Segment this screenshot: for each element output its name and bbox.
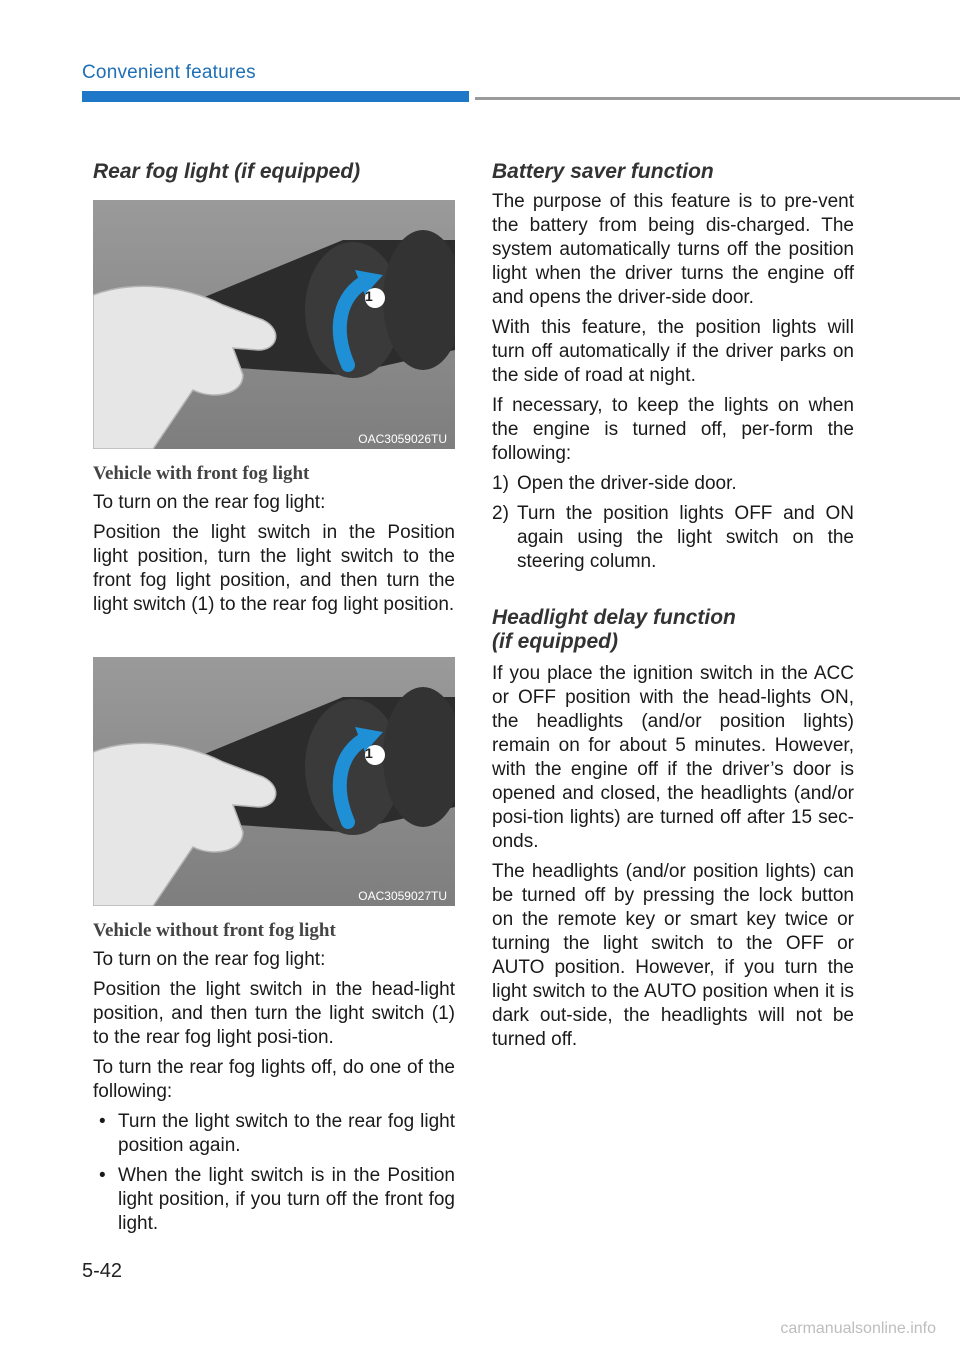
section-header: Convenient features	[82, 62, 256, 83]
paragraph: To turn on the rear fog light:	[93, 492, 326, 513]
paragraph: To turn the rear fog lights off, do one of the following:	[93, 1057, 455, 1102]
bullet-list	[93, 1110, 455, 1236]
paragraph: Position the light switch in the Position light position, turn the light switch to the front fog light position, and then turn the light switch (1) to the rear fog light position.	[93, 522, 455, 615]
paragraph: The headlights (and/or position lights) can be turned off by pressing the lock button on the remote key or smart key twice or turning the light switch to the OFF or AUTO position. However, if you turn the light switch to the AUTO position when it is dark out-side, the headlights will not be turned off.	[492, 861, 854, 1050]
stalk-illustration-2	[93, 657, 455, 906]
right-column	[492, 160, 854, 1052]
figure-stalk-front-fog	[93, 200, 455, 449]
paragraph: If you place the ignition switch in the ACC or OFF position with the head-lights ON, the headlights (and/or position lights) remain on for about 5 minutes. However, with the engine off if the driver’s door is opened and closed, the headlights (and/or posi-tion lights) are turned off after 15 sec-onds.	[492, 663, 854, 852]
header-accent-bar	[82, 91, 469, 102]
subheading-with-front-fog: Vehicle with front fog light	[93, 463, 310, 484]
list-item: • When the light switch is in the Position light position, if you turn off the front fog light.	[99, 1165, 455, 1234]
paragraph: With this feature, the position lights will turn off automatically if the driver parks on the side of road at night.	[492, 317, 854, 386]
paragraph: If necessary, to keep the lights on when the engine is turned off, per-form the following:	[492, 395, 854, 464]
paragraph: Position the light switch in the head-light position, and then turn the light switch (1) to the rear fog light posi-tion.	[93, 979, 455, 1048]
callout-number: 1	[365, 288, 373, 304]
stalk-illustration-1	[93, 200, 455, 449]
page-number: 5-42	[82, 1260, 123, 1282]
figure-stalk-no-front-fog	[93, 657, 455, 906]
figure-code: OAC3059027TU	[358, 889, 447, 903]
header-rule	[475, 97, 960, 100]
left-column	[93, 160, 455, 1236]
headlight-delay-title: Headlight delay function (if equipped)	[492, 606, 736, 653]
step-list	[492, 472, 854, 574]
paragraph: To turn on the rear fog light:	[93, 949, 326, 970]
paragraph: The purpose of this feature is to pre-vent the battery from being dis-charged. The system automatically turns off the position light when the driver turns the engine off and opens the driver-side door.	[492, 191, 854, 308]
rear-fog-light-title: Rear fog light (if equipped)	[93, 160, 361, 183]
callout-number: 1	[365, 745, 373, 761]
subheading-without-front-fog: Vehicle without front fog light	[93, 920, 336, 941]
watermark: carmanualsonline.info	[780, 1320, 936, 1337]
battery-saver-title: Battery saver function	[492, 160, 714, 183]
list-item: • Turn the light switch to the rear fog light position again.	[99, 1111, 455, 1156]
figure-code: OAC3059026TU	[358, 432, 447, 446]
list-item: 1) Open the driver-side door.	[492, 473, 737, 494]
list-item: 2) Turn the position lights OFF and ON again using the light switch on the steering column.	[492, 503, 854, 572]
